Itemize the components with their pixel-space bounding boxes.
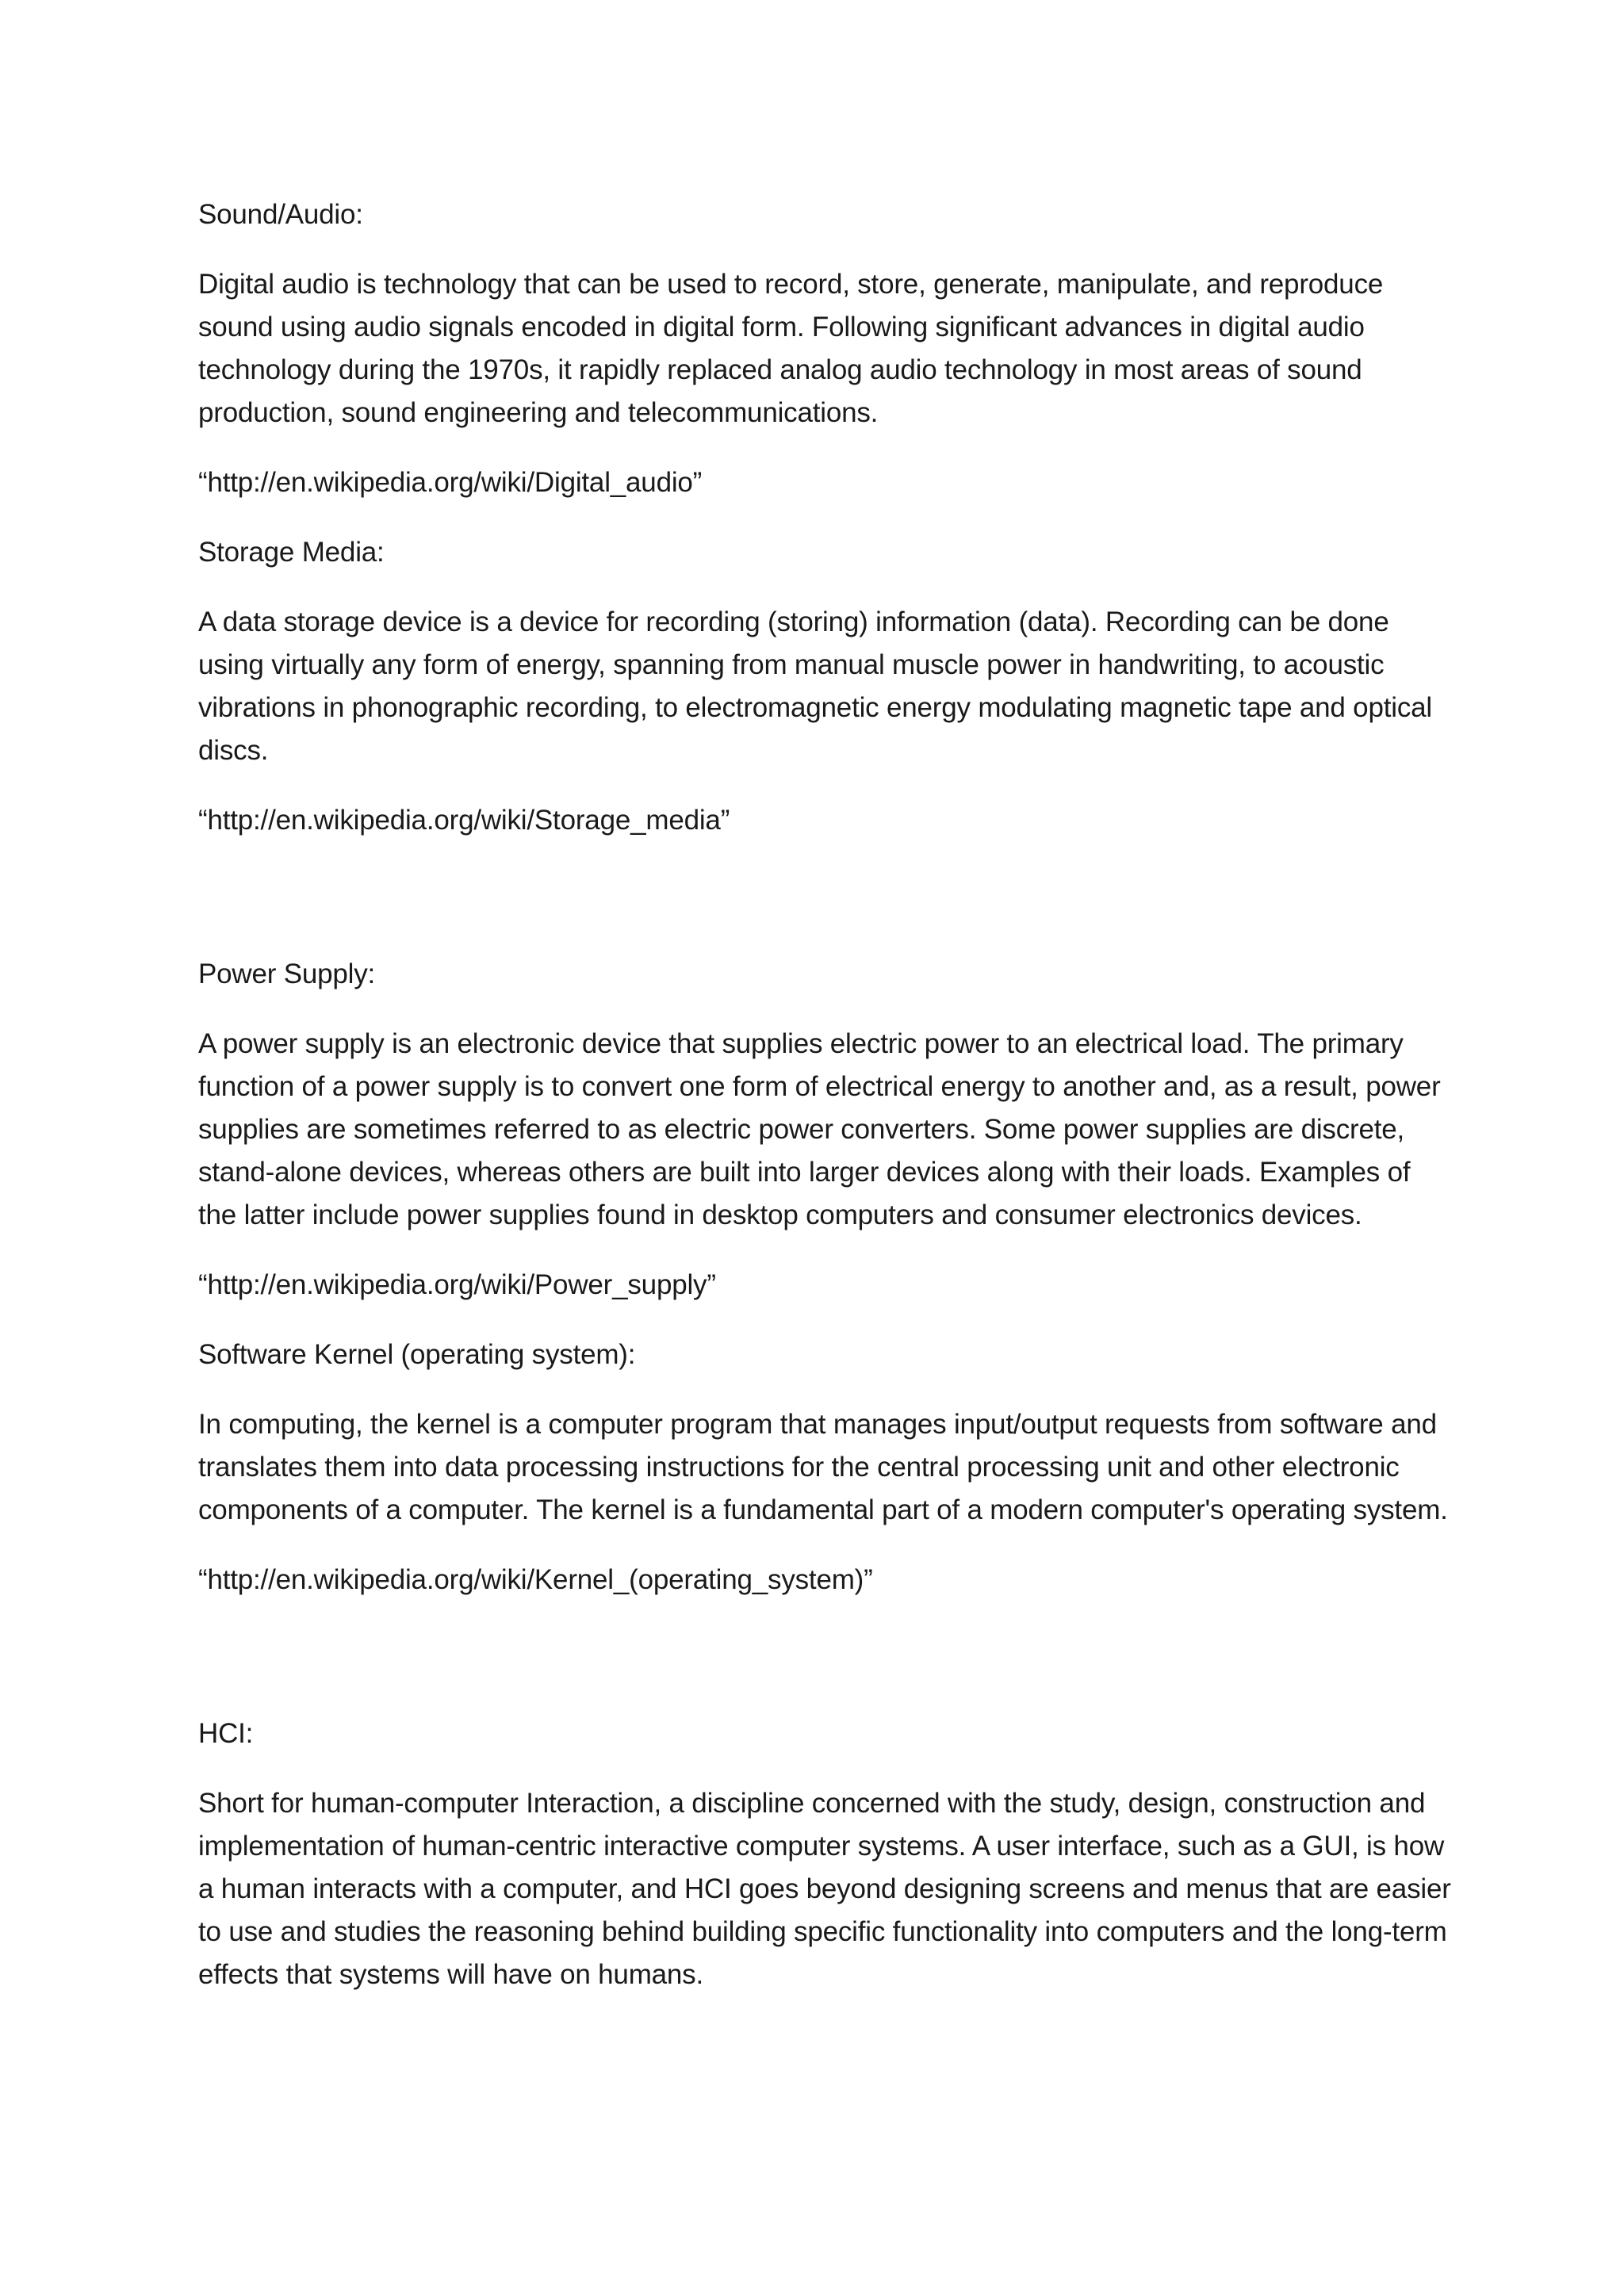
section-heading-software-kernel: Software Kernel (operating system): [198, 1339, 636, 1370]
section-source-software-kernel: “http://en.wikipedia.org/wiki/Kernel_(operating_system)” [198, 1564, 873, 1595]
section-heading-power-supply: Power Supply: [198, 959, 376, 989]
section-body-storage-media: A data storage device is a device for recording (storing) information (data). Recording can be done using virtually any form of energy, spanning from manual muscle power in handwriting, to acoustic vibrations in phonographic recording, to electromagnetic energy modulating magnetic tape and optical discs. [198, 607, 1432, 766]
section-heading-sound-audio: Sound/Audio: [198, 199, 363, 230]
section-heading-hci: HCI: [198, 1718, 254, 1749]
document-content [198, 193, 1451, 2023]
section-body-sound-audio: Digital audio is technology that can be used to record, store, generate, manipulate, and reproduce sound using audio signals encoded in digital form. Following significant advances in digital audio technology during the 1970s, it rapidly replaced analog audio technology in most areas of sound production, sound engineering and telecommunications. [198, 269, 1384, 428]
section-body-power-supply: A power supply is an electronic device that supplies electric power to an electrical load. The primary function of a power supply is to convert one form of electrical energy to another and, as a result, power supplies are sometimes referred to as electric power converters. Some power supplies are discrete, stand-alone devices, whereas others are built into larger devices along with their loads. Examples of the latter include power supplies found in desktop computers and consumer electronics devices. [198, 1028, 1441, 1230]
section-source-sound-audio: “http://en.wikipedia.org/wiki/Digital_audio” [198, 467, 703, 498]
section-body-hci: Short for human-computer Interaction, a discipline concerned with the study, design, construction and implementation of human-centric interactive computer systems. A user interface, such as a GUI, is how a human interacts with a computer, and HCI goes beyond designing screens and menus that are easier to use and studies the reasoning behind building specific functionality into computers and the long-term effects that systems will have on humans. [198, 1788, 1451, 1990]
section-source-storage-media: “http://en.wikipedia.org/wiki/Storage_media” [198, 805, 730, 836]
section-body-software-kernel: In computing, the kernel is a computer program that manages input/output requests from software and translates them into data processing instructions for the central processing unit and other electronic components of a computer. The kernel is a fundamental part of a modern computer's operating system. [198, 1409, 1448, 1525]
section-source-power-supply: “http://en.wikipedia.org/wiki/Power_supply” [198, 1269, 716, 1300]
section-heading-storage-media: Storage Media: [198, 537, 385, 568]
